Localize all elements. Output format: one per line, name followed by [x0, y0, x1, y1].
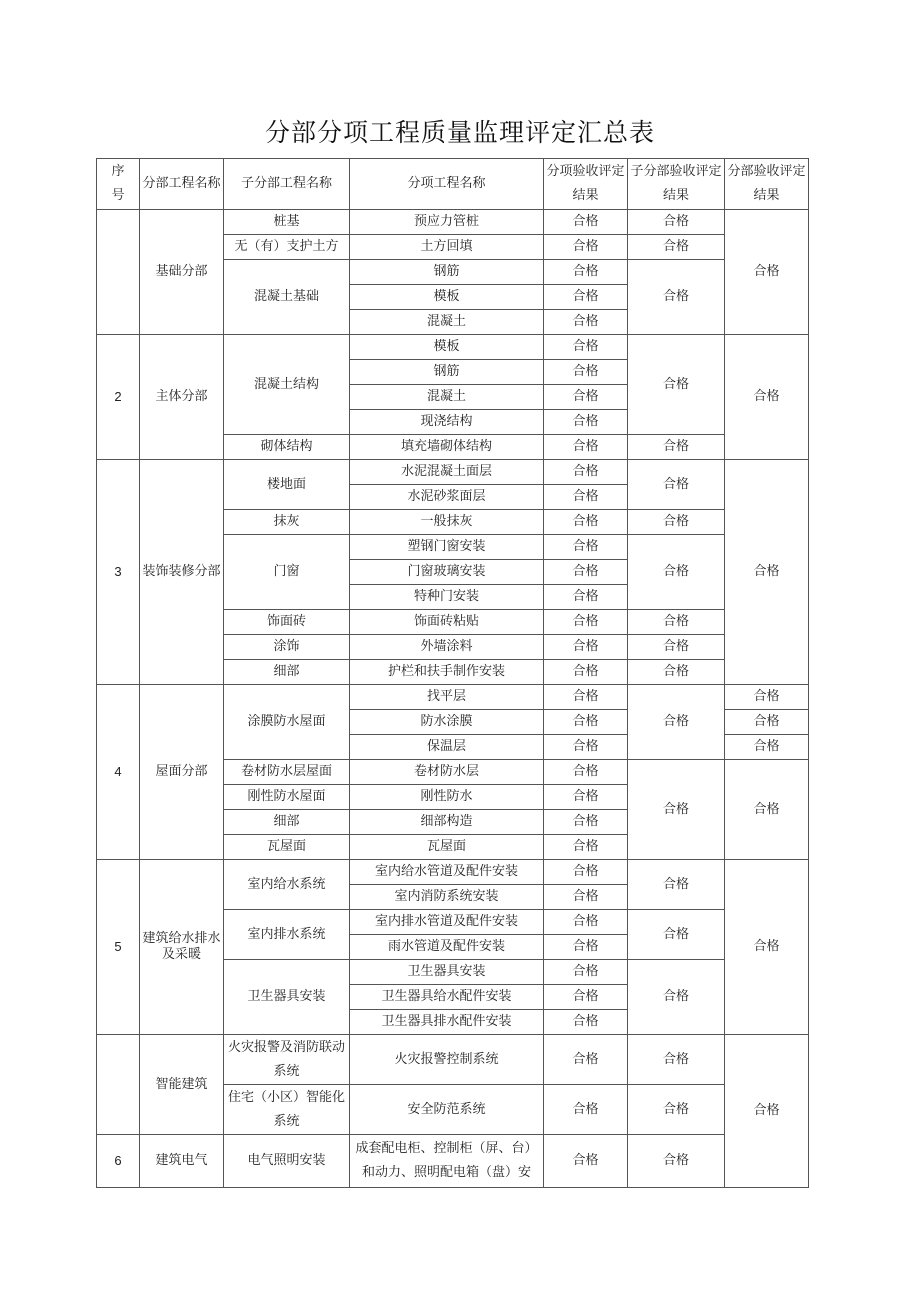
item-result: 合格	[544, 485, 628, 510]
item-result: 合格	[544, 635, 628, 660]
item-result: 合格	[544, 985, 628, 1010]
div-result: 合格	[725, 860, 809, 1035]
division-cell: 智能建筑	[140, 1035, 224, 1135]
item-cell: 雨水管道及配件安装	[350, 935, 544, 960]
division-cell: 装饰装修分部	[140, 460, 224, 685]
item-result: 合格	[544, 885, 628, 910]
table-row	[97, 210, 809, 235]
item-result: 合格	[544, 960, 628, 985]
header-subdivision: 子分部工程名称	[224, 159, 350, 210]
sub-result: 合格	[628, 1035, 725, 1085]
item-result: 合格	[544, 685, 628, 710]
item-cell: 室内给水管道及配件安装	[350, 860, 544, 885]
item-result: 合格	[544, 860, 628, 885]
sub-result: 合格	[628, 1135, 725, 1188]
header-div-result: 分部验收评定 结果	[725, 159, 809, 210]
table-row	[97, 1135, 809, 1188]
subdivision-cell: 砌体结构	[224, 435, 350, 460]
division-cell: 建筑电气	[140, 1135, 224, 1188]
item-cell: 塑钢门窗安装	[350, 535, 544, 560]
item-result: 合格	[544, 260, 628, 285]
item-cell: 土方回填	[350, 235, 544, 260]
item-result: 合格	[544, 235, 628, 260]
item-result: 合格	[544, 310, 628, 335]
subdivision-cell: 卷材防水层屋面	[224, 760, 350, 785]
subdivision-cell: 混凝土结构	[224, 335, 350, 435]
subdivision-cell: 饰面砖	[224, 610, 350, 635]
item-result: 合格	[544, 360, 628, 385]
header-seq	[97, 159, 140, 210]
division-cell: 建筑给水排水及采暖	[140, 860, 224, 1035]
table-row	[97, 460, 809, 485]
item-cell: 室内消防系统安装	[350, 885, 544, 910]
subdivision-cell: 桩基	[224, 210, 350, 235]
sub-result: 合格	[628, 335, 725, 435]
item-result: 合格	[544, 435, 628, 460]
subdivision-cell: 楼地面	[224, 460, 350, 510]
item-result: 合格	[544, 535, 628, 560]
division-cell: 屋面分部	[140, 685, 224, 860]
item-result: 合格	[544, 560, 628, 585]
item-cell: 水泥混凝土面层	[350, 460, 544, 485]
item-result: 合格	[544, 935, 628, 960]
sub-result: 合格	[628, 235, 725, 260]
item-result: 合格	[544, 910, 628, 935]
div-result: 合格	[725, 460, 809, 685]
item-cell: 卫生器具排水配件安装	[350, 1010, 544, 1035]
division-cell: 基础分部	[140, 210, 224, 335]
seq-cell: 5	[97, 860, 140, 1035]
sub-result: 合格	[628, 860, 725, 910]
subdivision-cell: 住宅（小区）智能化系统	[224, 1085, 350, 1135]
sub-result: 合格	[628, 260, 725, 335]
subdivision-cell: 抹灰	[224, 510, 350, 535]
item-cell: 一般抹灰	[350, 510, 544, 535]
item-cell: 火灾报警控制系统	[350, 1035, 544, 1085]
table-row	[97, 860, 809, 885]
header-row	[97, 159, 809, 210]
subdivision-cell: 室内给水系统	[224, 860, 350, 910]
header-seq-text: 序 号	[111, 164, 125, 203]
item-result: 合格	[544, 1135, 628, 1188]
subdivision-cell: 瓦屋面	[224, 835, 350, 860]
item-cell: 瓦屋面	[350, 835, 544, 860]
item-result: 合格	[544, 1035, 628, 1085]
item-cell: 特种门安装	[350, 585, 544, 610]
item-result: 合格	[544, 1010, 628, 1035]
item-cell: 钢筋	[350, 360, 544, 385]
item-cell: 防水涂膜	[350, 710, 544, 735]
item-result: 合格	[544, 410, 628, 435]
seq-cell	[97, 1035, 140, 1135]
sub-result: 合格	[628, 910, 725, 960]
table-row	[97, 1035, 809, 1085]
seq-cell	[97, 210, 140, 335]
item-result: 合格	[544, 610, 628, 635]
sub-result: 合格	[628, 635, 725, 660]
item-cell: 安全防范系统	[350, 1085, 544, 1135]
header-item-result: 分项验收评定 结果	[544, 159, 628, 210]
item-cell: 外墙涂料	[350, 635, 544, 660]
sub-result: 合格	[628, 510, 725, 535]
subdivision-cell: 细部	[224, 660, 350, 685]
item-cell: 成套配电柜、控制柜（屏、台）和动力、照明配电箱（盘）安	[350, 1135, 544, 1188]
item-result: 合格	[544, 285, 628, 310]
seq-cell: 2	[97, 335, 140, 460]
item-result: 合格	[544, 710, 628, 735]
item-cell: 水泥砂浆面层	[350, 485, 544, 510]
item-cell: 保温层	[350, 735, 544, 760]
item-result: 合格	[544, 460, 628, 485]
division-cell: 主体分部	[140, 335, 224, 460]
item-cell: 卫生器具安装	[350, 960, 544, 985]
header-sub-result: 子分部验收评定 结果	[628, 159, 725, 210]
subdivision-cell: 细部	[224, 810, 350, 835]
div-result: 合格	[725, 210, 809, 335]
subdivision-cell: 涂膜防水屋面	[224, 685, 350, 760]
sub-result: 合格	[628, 460, 725, 510]
item-cell: 填充墙砌体结构	[350, 435, 544, 460]
sub-result: 合格	[628, 660, 725, 685]
item-cell: 预应力管桩	[350, 210, 544, 235]
subdivision-cell: 刚性防水屋面	[224, 785, 350, 810]
seq-cell: 4	[97, 685, 140, 860]
subdivision-cell: 室内排水系统	[224, 910, 350, 960]
item-cell: 门窗玻璃安装	[350, 560, 544, 585]
sub-result: 合格	[628, 610, 725, 635]
page-title: 分部分项工程质量监理评定汇总表	[264, 118, 655, 147]
item-result: 合格	[544, 660, 628, 685]
div-result: 合格	[725, 685, 809, 710]
header-division: 分部工程名称	[140, 159, 224, 210]
item-cell: 室内排水管道及配件安装	[350, 910, 544, 935]
item-result: 合格	[544, 210, 628, 235]
item-result: 合格	[544, 735, 628, 760]
item-result: 合格	[544, 510, 628, 535]
item-cell: 细部构造	[350, 810, 544, 835]
sub-result: 合格	[628, 685, 725, 760]
item-result: 合格	[544, 585, 628, 610]
subdivision-cell: 涂饰	[224, 635, 350, 660]
subdivision-cell: 混凝土基础	[224, 260, 350, 335]
item-cell: 卷材防水层	[350, 760, 544, 785]
sub-result: 合格	[628, 1085, 725, 1135]
item-result: 合格	[544, 760, 628, 785]
item-result: 合格	[544, 1085, 628, 1135]
summary-table	[96, 158, 809, 1188]
subdivision-cell: 火灾报警及消防联动系统	[224, 1035, 350, 1085]
item-result: 合格	[544, 335, 628, 360]
subdivision-cell: 门窗	[224, 535, 350, 610]
subdivision-cell: 电气照明安装	[224, 1135, 350, 1188]
div-result: 合格	[725, 335, 809, 460]
item-result: 合格	[544, 835, 628, 860]
sub-result: 合格	[628, 535, 725, 610]
item-result: 合格	[544, 385, 628, 410]
item-result: 合格	[544, 785, 628, 810]
item-cell: 现浇结构	[350, 410, 544, 435]
sub-result: 合格	[628, 435, 725, 460]
item-cell: 护栏和扶手制作安装	[350, 660, 544, 685]
item-cell: 混凝土	[350, 385, 544, 410]
subdivision-cell: 卫生器具安装	[224, 960, 350, 1035]
sub-result: 合格	[628, 960, 725, 1035]
sub-result: 合格	[628, 210, 725, 235]
item-result: 合格	[544, 810, 628, 835]
item-cell: 卫生器具给水配件安装	[350, 985, 544, 1010]
item-cell: 钢筋	[350, 260, 544, 285]
item-cell: 刚性防水	[350, 785, 544, 810]
item-cell: 饰面砖粘贴	[350, 610, 544, 635]
table-row	[97, 335, 809, 360]
item-cell: 模板	[350, 285, 544, 310]
seq-cell: 6	[97, 1135, 140, 1188]
item-cell: 混凝土	[350, 310, 544, 335]
div-result: 合格	[725, 735, 809, 760]
subdivision-cell: 无（有）支护土方	[224, 235, 350, 260]
header-item: 分项工程名称	[350, 159, 544, 210]
sub-result: 合格	[628, 760, 725, 860]
div-result: 合格	[725, 710, 809, 735]
item-cell: 找平层	[350, 685, 544, 710]
table-row	[97, 685, 809, 710]
div-result: 合格	[725, 1035, 809, 1188]
div-result: 合格	[725, 760, 809, 860]
seq-cell: 3	[97, 460, 140, 685]
item-cell: 模板	[350, 335, 544, 360]
